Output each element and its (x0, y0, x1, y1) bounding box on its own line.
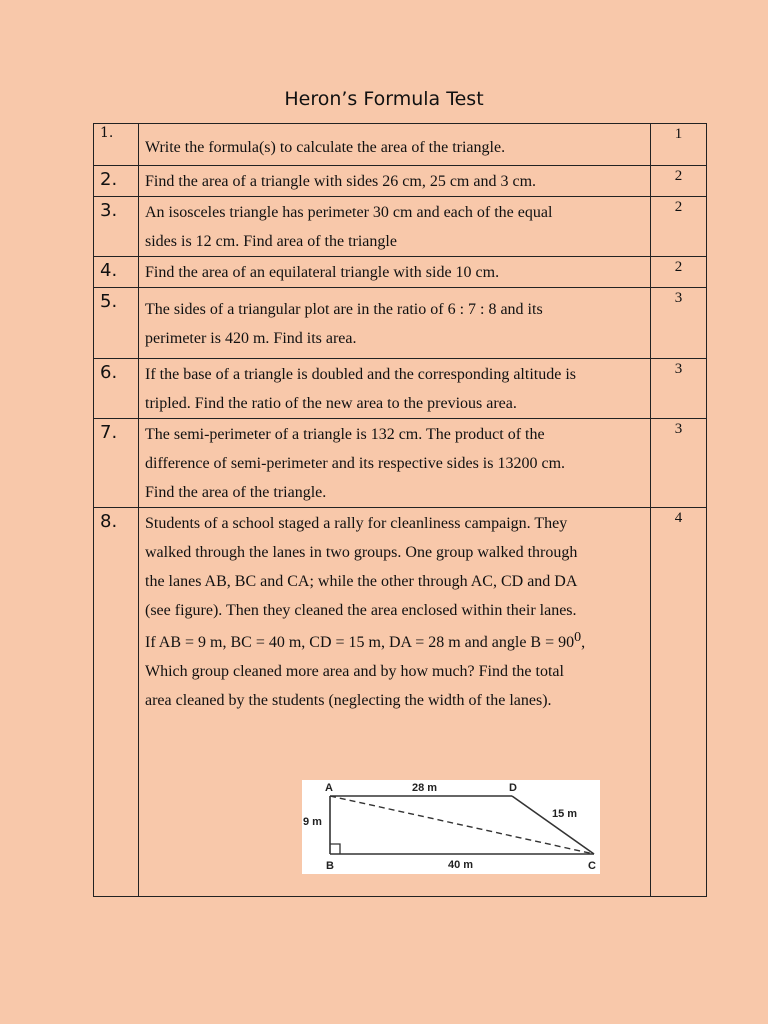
side-ad-label: 28 m (412, 782, 438, 794)
question-line: perimeter is 420 m. Find its area. (145, 330, 357, 347)
question-number: 2. (94, 166, 139, 197)
question-table (93, 123, 707, 897)
side-ab-label: 9 m (303, 816, 322, 828)
question-line: Students of a school staged a rally for cleanliness campaign. They (145, 515, 568, 532)
question-text (139, 359, 651, 419)
question-number: 4. (94, 257, 139, 288)
question-marks: 3 (651, 288, 707, 359)
question-number: 3. (94, 197, 139, 257)
question-text: Find the area of an equilateral triangle with side 10 cm. (139, 257, 651, 288)
table-row (94, 288, 707, 359)
question-line: the lanes AB, BC and CA; while the other through AC, CD and DA (145, 573, 578, 590)
question-marks: 2 (651, 166, 707, 197)
question-line: Which group cleaned more area and by how much? Find the total (145, 663, 564, 680)
vertex-b-label: B (326, 860, 334, 872)
question-line: sides is 12 cm. Find area of the triangle (145, 233, 397, 250)
question-line: (see figure). Then they cleaned the area enclosed within their lanes. (145, 602, 577, 619)
question-text (139, 197, 651, 257)
side-cd-label: 15 m (552, 808, 578, 820)
table-row (94, 197, 707, 257)
question-line: difference of semi-perimeter and its respective sides is 13200 cm. (145, 455, 566, 472)
question-text: Find the area of a triangle with sides 26 cm, 25 cm and 3 cm. (139, 166, 651, 197)
question-number: 6. (94, 359, 139, 419)
question-line: If the base of a triangle is doubled and the corresponding altitude is (145, 366, 576, 383)
table-row (94, 166, 707, 197)
question-line: The semi-perimeter of a triangle is 132 cm. The product of the (145, 426, 545, 443)
page-title: Heron’s Formula Test (284, 88, 484, 110)
question-marks: 1 (651, 124, 707, 166)
question-line: The sides of a triangular plot are in the ratio of 6 : 7 : 8 and its (145, 301, 543, 318)
question-line: walked through the lanes in two groups. One group walked through (145, 544, 578, 561)
question-line: area cleaned by the students (neglecting the width of the lanes). (145, 692, 552, 709)
vertex-d-label: D (509, 782, 517, 794)
question-text: Write the formula(s) to calculate the area of the triangle. (139, 124, 651, 166)
question-number: 5. (94, 288, 139, 359)
comma: , (581, 634, 586, 651)
vertex-c-label: C (588, 860, 596, 872)
question-number: 8. (94, 508, 139, 897)
table-row (94, 359, 707, 419)
side-bc-label: 40 m (448, 859, 474, 871)
question-line: An isosceles triangle has perimeter 30 cm and each of the equal (145, 204, 553, 221)
question-line-text: If AB = 9 m, BC = 40 m, CD = 15 m, DA = 28 m and angle B = 90 (145, 634, 575, 651)
question-marks: 3 (651, 359, 707, 419)
question-number: 7. (94, 419, 139, 508)
table-row (94, 419, 707, 508)
question-marks: 4 (651, 508, 707, 897)
question-text (139, 508, 651, 897)
question-line: tripled. Find the ratio of the new area to the previous area. (145, 395, 517, 412)
question-text (139, 419, 651, 508)
question-number: 1. (94, 124, 139, 166)
table-row (94, 257, 707, 288)
degree-superscript: 0 (574, 630, 582, 645)
question-marks: 2 (651, 257, 707, 288)
question-marks: 2 (651, 197, 707, 257)
table-row (94, 508, 707, 897)
table-row (94, 124, 707, 166)
question-text (139, 288, 651, 359)
vertex-a-label: A (325, 782, 333, 794)
question-line: Find the area of the triangle. (145, 484, 327, 501)
question-marks: 3 (651, 419, 707, 508)
quadrilateral-figure (302, 780, 600, 874)
question-line (145, 628, 644, 657)
